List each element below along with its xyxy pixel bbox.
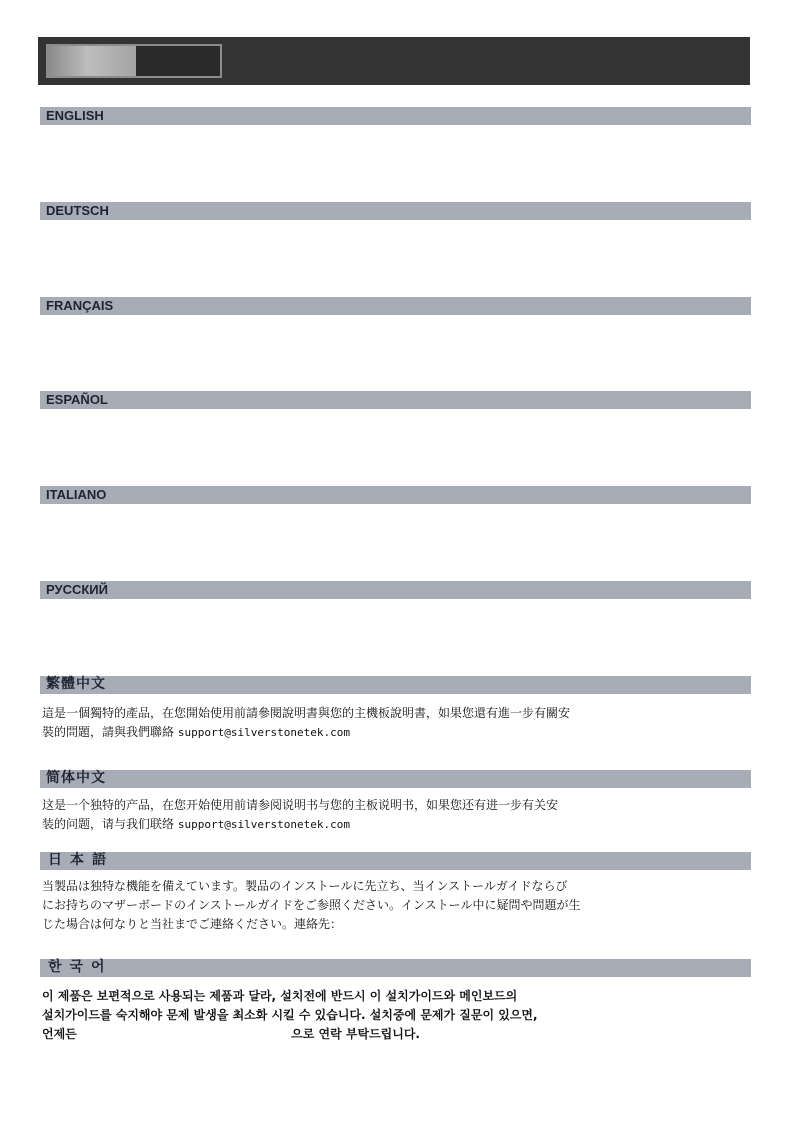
trad-chinese-line-1: 這是一個獨特的產品，在您開始使用前請參閱說明書與您的主機板說明書，如果您還有進一步有關安: [42, 706, 571, 720]
section-english-label: ENGLISH: [46, 108, 104, 123]
logo-right-block: [136, 46, 220, 76]
section-trad-chinese-label: 繁體中文: [46, 676, 106, 692]
simp-chinese-email-link[interactable]: support@silverstonetek.com: [177, 818, 351, 831]
section-espanol: [40, 391, 751, 409]
section-korean: [40, 959, 751, 977]
section-simp-chinese: [40, 770, 751, 788]
section-russian: [40, 581, 751, 599]
japanese-paragraph: [42, 877, 754, 934]
header-band: [38, 37, 750, 85]
section-espanol-label: ESPAÑOL: [46, 392, 108, 407]
trad-chinese-paragraph: [42, 704, 754, 742]
section-deutsch-label: DEUTSCH: [46, 203, 109, 218]
section-deutsch: [40, 202, 751, 220]
simp-chinese-line-1: 这是一个独特的产品，在您开始使用前请参阅说明书与您的主板说明书，如果您还有进一步有关安: [42, 798, 559, 812]
section-francais-label: FRANÇAIS: [46, 298, 114, 313]
section-english: [40, 107, 751, 125]
trad-chinese-line-2: [42, 723, 754, 742]
trad-chinese-line-2-text: 裝的問題，請與我們聯絡: [42, 725, 175, 739]
simp-chinese-paragraph: [42, 796, 754, 834]
simp-chinese-line-2-text: 装的问题，请与我们联络: [42, 817, 175, 831]
section-korean-label: 한국어: [48, 959, 113, 975]
japanese-line-2: にお持ちのマザーボードのインストールガイドをご参照ください。インストール中に疑問や問題が生: [42, 898, 581, 912]
section-francais: [40, 297, 751, 315]
brand-logo: [46, 44, 222, 78]
simp-chinese-line-2: [42, 815, 754, 834]
korean-line-3: [42, 1025, 754, 1044]
section-simp-chinese-label: 简体中文: [46, 770, 106, 786]
trad-chinese-email-link[interactable]: support@silverstonetek.com: [177, 726, 351, 739]
japanese-line-3: じた場合は何なりと当社までご連絡ください。連絡先：: [42, 917, 343, 931]
korean-line-2: 설치가이드를 숙지해야 문제 발생을 최소화 시킬 수 있습니다. 설치중에 문제가 질문이 있으면,: [42, 1008, 538, 1022]
japanese-line-1: 当製品は独特な機能を備えています。製品のインストールに先立ち、当インストールガイドならび: [42, 879, 568, 893]
korean-paragraph: [42, 987, 754, 1044]
section-japanese-label: 日本語: [48, 852, 114, 868]
section-italiano-label: ITALIANO: [46, 487, 107, 502]
section-italiano: [40, 486, 751, 504]
logo-left-block: [48, 46, 136, 76]
korean-line-3-end: 으로 연락 부탁드립니다.: [291, 1027, 420, 1041]
section-russian-label: РУССКИЙ: [46, 582, 108, 597]
korean-line-3-start: 언제든: [42, 1027, 77, 1041]
section-japanese: [40, 852, 751, 870]
section-trad-chinese: [40, 676, 751, 694]
korean-line-1: 이 제품은 보편적으로 사용되는 제품과 달라, 설치전에 반드시 이 설치가이드와 메인보드의: [42, 989, 518, 1003]
